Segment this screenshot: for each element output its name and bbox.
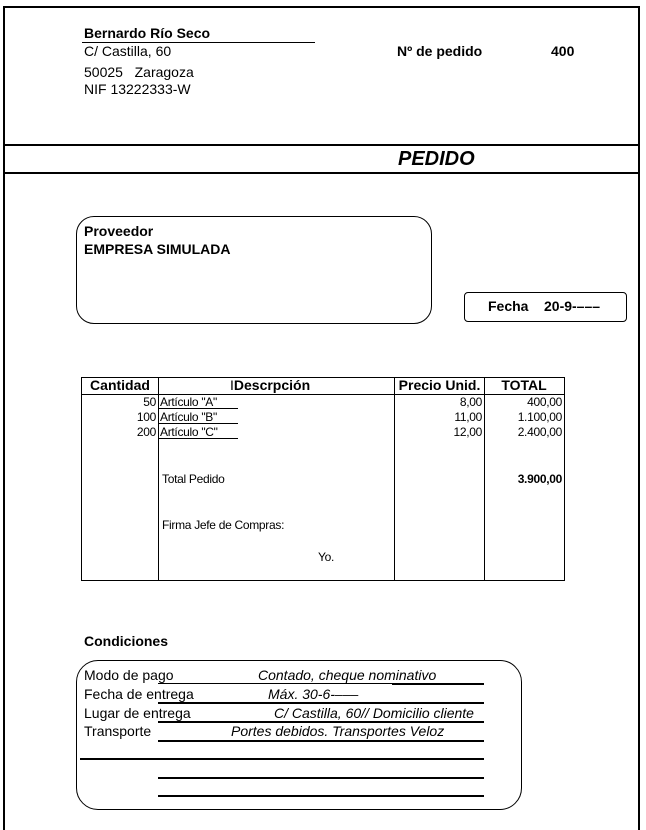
- transport-label: Transporte: [84, 723, 152, 739]
- row1-quantity: 50: [143, 395, 156, 409]
- header-unit-price: Precio Unid.: [398, 377, 481, 393]
- signature-label: Firma Jefe de Compras:: [162, 518, 285, 532]
- row2-description-underline: [159, 423, 238, 424]
- supplier-name: EMPRESA SIMULADA: [84, 241, 231, 257]
- blank-rule-1: [80, 758, 484, 760]
- page-border-right: [638, 6, 640, 830]
- page-border-top: [3, 6, 640, 8]
- sender-name: Bernardo Río Seco: [84, 25, 211, 41]
- order-number-label: Nº de pedido: [397, 43, 483, 59]
- row3-unit-price: 12,00: [453, 425, 482, 439]
- conditions-title: Condiciones: [84, 633, 169, 649]
- sender-postal-city: 50025 Zaragoza: [84, 64, 194, 80]
- delivery-date-value: Máx. 30-6-–––: [268, 686, 359, 702]
- header-quantity: Cantidad: [90, 377, 150, 393]
- payment-label: Modo de pago: [84, 667, 174, 683]
- transport-value: Portes debidos. Transportes Veloz: [231, 723, 445, 739]
- order-number-value: 400: [551, 43, 575, 59]
- total-order-value: 3.900,00: [517, 472, 562, 486]
- sender-address: C/ Castilla, 60: [84, 43, 172, 59]
- sender-nif: NIF 13222333-W: [84, 81, 191, 97]
- header-total: TOTAL: [501, 377, 547, 393]
- transport-rule: [158, 740, 484, 742]
- page-border-left: [3, 6, 5, 830]
- payment-value: Contado, cheque nominativo: [258, 667, 437, 683]
- header-description: IDescrpción: [230, 377, 311, 393]
- blank-rule-3: [158, 795, 484, 797]
- header-divider-top: [3, 144, 640, 146]
- header-description-text: Descrpción: [233, 377, 311, 393]
- row3-description-underline: [159, 438, 238, 439]
- row3-description: Artículo "C": [160, 425, 218, 439]
- row1-description-underline: [159, 408, 238, 409]
- date-value: 20-9-–––: [544, 298, 601, 314]
- delivery-date-rule: [158, 702, 484, 704]
- signature-value: Yo.: [318, 550, 335, 564]
- date-label: Fecha: [488, 298, 529, 314]
- row1-total: 400,00: [527, 395, 562, 409]
- document-title: PEDIDO: [398, 148, 475, 170]
- row2-unit-price: 11,00: [454, 410, 482, 424]
- row2-description: Artículo "B": [160, 410, 217, 424]
- row1-description: Artículo "A": [160, 395, 217, 409]
- delivery-place-value: C/ Castilla, 60// Domicilio cliente: [274, 705, 474, 721]
- delivery-date-label: Fecha de entrega: [84, 686, 194, 702]
- row1-unit-price: 8,00: [459, 395, 482, 409]
- blank-rule-2: [158, 777, 484, 779]
- total-order-label: Total Pedido: [162, 472, 225, 486]
- row2-quantity: 100: [136, 410, 156, 424]
- payment-rule-thin: [158, 683, 394, 684]
- supplier-label: Proveedor: [84, 223, 154, 239]
- row3-total: 2.400,00: [517, 425, 562, 439]
- row3-quantity: 200: [136, 425, 156, 439]
- payment-rule-thick: [392, 683, 484, 685]
- row2-total: 1.100,00: [517, 410, 562, 424]
- delivery-place-label: Lugar de entrega: [84, 705, 191, 721]
- header-divider-bottom: [3, 172, 640, 174]
